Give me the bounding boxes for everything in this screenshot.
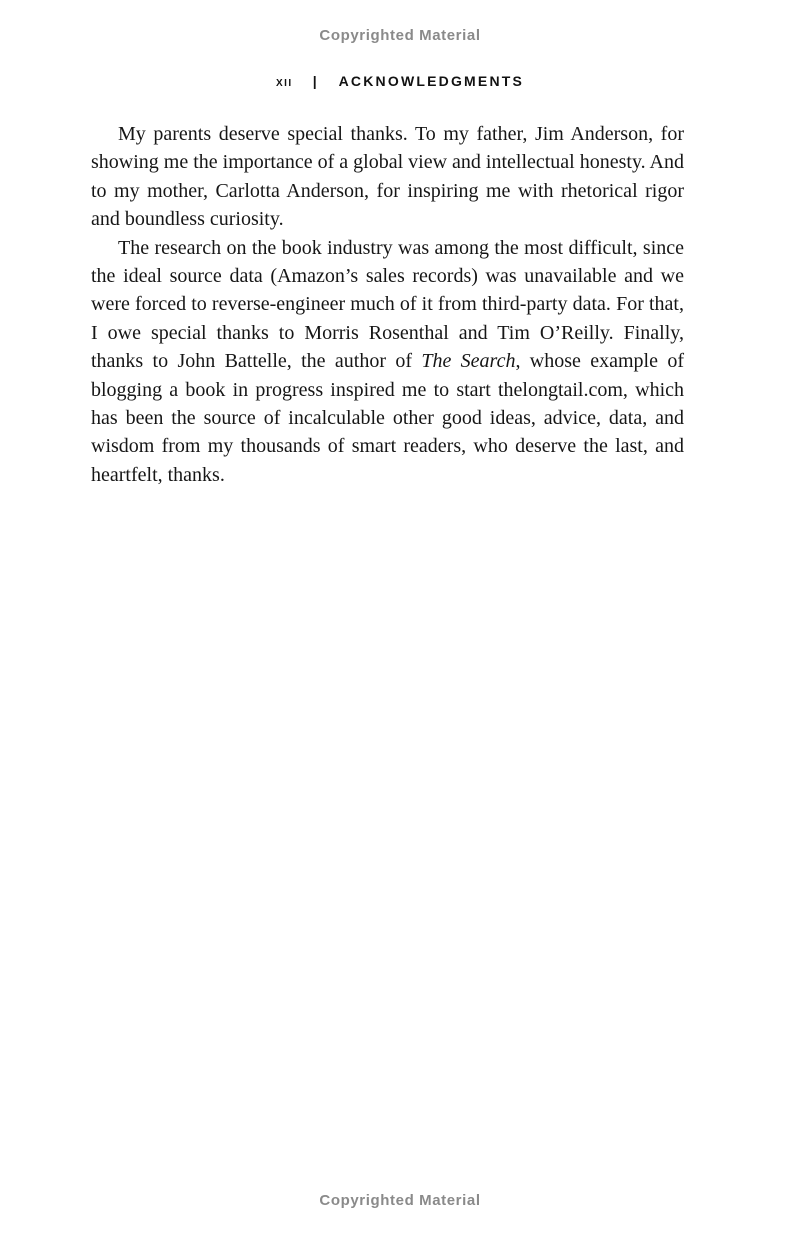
paragraph-2-text-before-italic: The research on the book industry was among the most difficult, since the ideal source data (Amazon’s sales records) was unavailable and we were forced to reverse-engineer much of it from third-party data. For that, I owe special thanks to Morris Rosenthal and Tim O’Reilly. Finally, thanks to John Battelle, the author of [91, 236, 684, 373]
chapter-title: ACKNOWLEDGMENTS [338, 73, 525, 89]
paragraph-2-text-after-italic: , whose example of blogging a book in progress inspired me to start thelongtail.com, which has been the source of incalculable other good ideas, advice, data, and wisdom from my thousands of smart readers, who deserve the last, and heartfelt, thanks. [91, 350, 684, 486]
paragraph-2 [91, 234, 684, 490]
paragraph-1 [91, 120, 684, 234]
copyright-notice-bottom: Copyrighted Material [319, 1192, 481, 1209]
page-number: xii [275, 73, 293, 89]
copyright-notice-top: Copyrighted Material [319, 27, 481, 44]
header-separator: | [312, 73, 317, 89]
book-title-the-search: The Search [421, 350, 516, 373]
page-header [0, 73, 800, 89]
paragraph-1-text: My parents deserve special thanks. To my father, Jim Anderson, for showing me the importance of a global view and intellectual honesty. And to my mother, Carlotta Anderson, for inspiring me with rhetorical rigor and boundless curiosity. [91, 123, 684, 231]
page-body [91, 120, 684, 489]
